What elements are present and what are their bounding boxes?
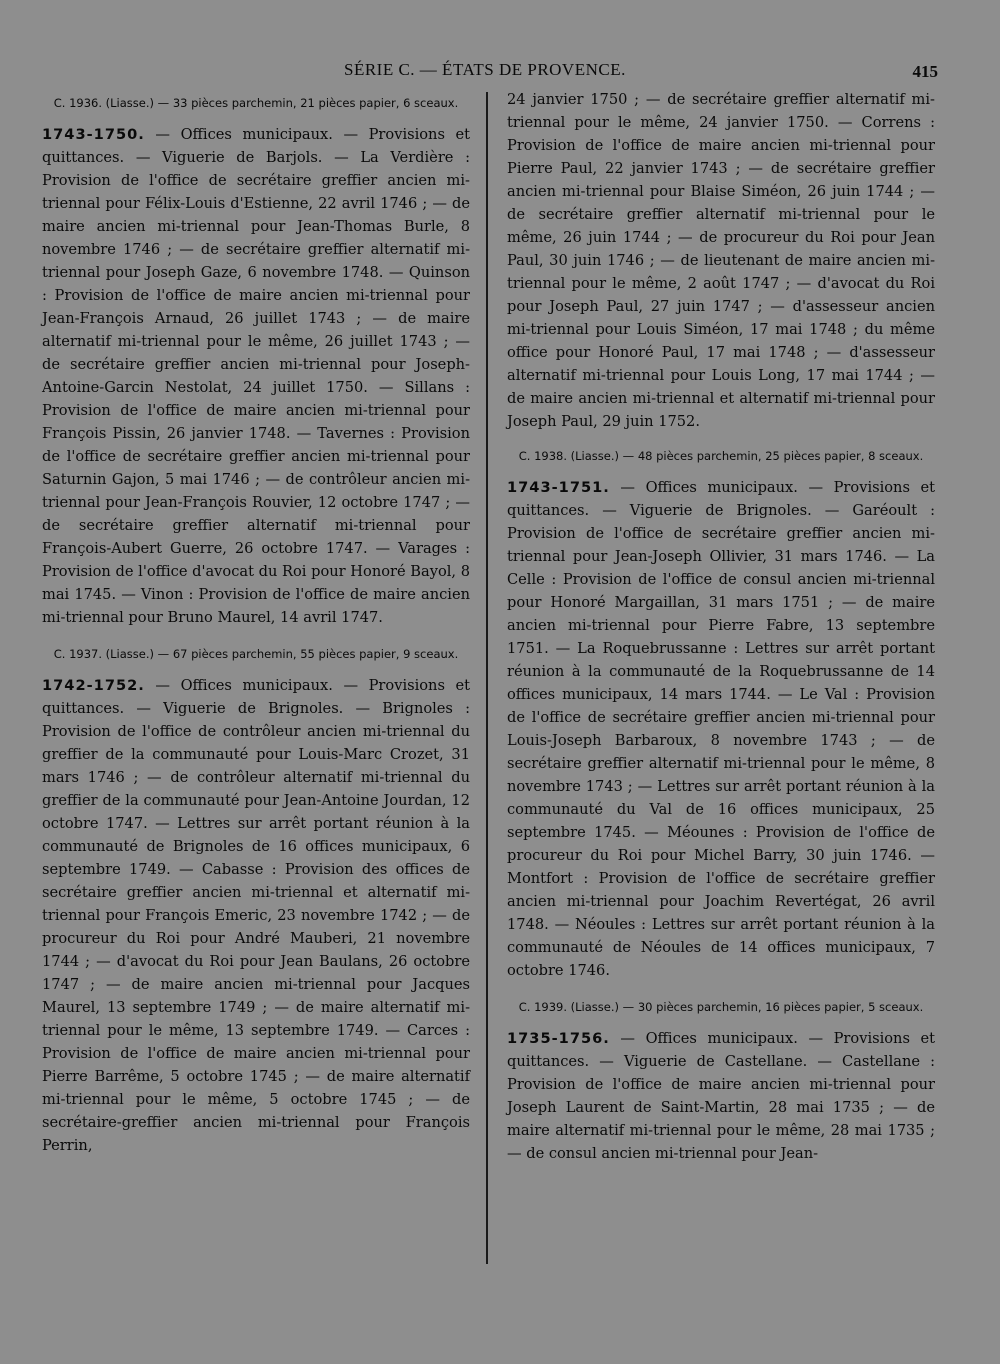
entry-text: — Offices municipaux. — Provisions et quittances. — Viguerie de Barjols. — La Verdière : Provision de l'office de secrétaire greffier ancien mi-triennal pour Félix-Louis d'Estienne, 22 avril 1746 ; — de maire ancien mi-triennal pour Jean-Thomas Burle, 8 novembre 1746 ; — de secrétaire greffier alternatif mi-triennal pour Joseph Gaze, 6 novembre 1748. — Quinson : Provision de l'office de maire ancien mi-triennal pour Jean-François Arnaud, 26 juillet 1743 ; — de maire alternatif mi-triennal pour le même, 26 juillet 1743 ; — de secrétaire greffier ancien mi-triennal pour Joseph-Antoine-Garcin Nestolat, 24 juillet 1750. — Sillans : Provision de l'office de maire ancien mi-triennal pour François Pissin, 26 janvier 1748. — Tavernes : Provision de l'office de secrétaire greffier ancien mi-triennal pour Saturnin Gajon, 5 mai 1746 ; — de contrôleur ancien mi-triennal pour Jean-François Rouvier, 12 octobre 1747 ; — de secrétaire greffier alternatif mi-triennal pour François-Aubert Guerre, 26 octobre 1747. — Varages : Provision de l'office d'avocat du Roi pour Honoré Bayol, 8 mai 1745. — Vinon : Provision de l'office de maire ancien mi-triennal pour Bruno Maurel, 14 avril 1747. [42, 126, 471, 626]
entry-heading: C. 1938. (Liasse.) — 48 pièces parchemin, 25 pièces papier, 8 sceaux. [518, 449, 924, 463]
entry-text: — Offices municipaux. — Provisions et quittances. — Viguerie de Brignoles. — Brignoles : Provision de l'office de contrôleur ancien mi-triennal du greffier de la communauté pour Louis-Marc Crozet, 31 mars 1746 ; — de contrôleur alternatif mi-triennal du greffier de la communauté pour Jean-Antoine Jourdan, 12 octobre 1747. — Lettres sur arrêt portant réunion à la communauté de Brignoles de 16 offices municipaux, 6 septembre 1749. — Cabasse : Provision des offices de secrétaire greffier ancien mi-triennal et alternatif mi-triennal pour François Emeric, 23 novembre 1742 ; — de procureur du Roi pour André Mauberi, 21 novembre 1744 ; — d'avocat du Roi pour Jean Baulans, 26 octobre 1747 ; — de maire ancien mi-triennal pour Jacques Maurel, 13 septembre 1749 ; — de maire alternatif mi-triennal pour le même, 13 septembre 1749. — Carces : Provision de l'office de maire ancien mi-triennal pour Pierre Barrême, 5 octobre 1745 ; — de maire alternatif mi-triennal pour le même, 5 octobre 1745 ; — de secrétaire-greffier ancien mi-triennal pour François Perrin, [42, 677, 471, 1154]
entry-body [42, 674, 470, 1157]
entry-heading: C. 1936. (Liasse.) — 33 pièces parchemin, 21 pièces papier, 6 sceaux. [53, 96, 459, 110]
column-divider [486, 92, 488, 1264]
entry-dates: 1742-1752. [42, 677, 145, 694]
continued-text: 24 janvier 1750 ; — de secrétaire greffier alternatif mi-triennal pour le même, 24 janvier 1750. — Correns : Provision de l'office de maire ancien mi-triennal pour Pierre Paul, 22 janvier 1743 ; — de secrétaire greffier ancien mi-triennal pour Blaise Siméon, 26 juin 1744 ; — de secrétaire greffier alternatif mi-triennal pour le même, 26 juin 1744 ; — de procureur du Roi pour Jean Paul, 30 juin 1746 ; — de lieutenant de maire ancien mi-triennal pour le même, 2 août 1747 ; — d'avocat du Roi pour Joseph Paul, 27 juin 1747 ; — d'assesseur ancien mi-triennal pour Louis Siméon, 17 mai 1748 ; du même office pour Honoré Paul, 17 mai 1748 ; — d'assesseur alternatif mi-triennal pour Louis Long, 17 mai 1744 ; — de maire ancien mi-triennal et alternatif mi-triennal pour Joseph Paul, 29 juin 1752. [507, 91, 935, 430]
entry-dates: 1743-1750. [42, 126, 145, 143]
entry-text: — Offices municipaux. — Provisions et quittances. — Viguerie de Castellane. — Castellane : Provision de l'office de maire ancien mi-triennal pour Joseph Laurent de Saint-Martin, 28 mai 1735 ; — de maire alternatif mi-triennal pour le même, 28 mai 1735 ; — de consul ancien mi-triennal pour Jean- [507, 1030, 936, 1162]
entry-dates: 1735-1756. [507, 1030, 610, 1047]
entry-heading: C. 1939. (Liasse.) — 30 pièces parchemin, 16 pièces papier, 5 sceaux. [518, 1000, 924, 1014]
running-header [0, 60, 1000, 84]
left-column [42, 88, 470, 1173]
entry-body [507, 1027, 935, 1165]
entry-heading: C. 1937. (Liasse.) — 67 pièces parchemin, 55 pièces papier, 9 sceaux. [53, 647, 459, 661]
entry-text: — Offices municipaux. — Provisions et quittances. — Viguerie de Brignoles. — Garéoult : Provision de l'office de secrétaire greffier ancien mi-triennal pour Jean-Joseph Ollivier, 31 mars 1746. — La Celle : Provision de l'office de consul ancien mi-triennal pour Honoré Margaillan, 31 mars 1751 ; — de maire ancien mi-triennal pour Pierre Fabre, 13 septembre 1751. — La Roquebrussanne : Lettres sur arrêt portant réunion à la communauté de la Roquebrussanne de 14 offices municipaux, 14 mars 1744. — Le Val : Provision de l'office de secrétaire greffier ancien mi-triennal pour Louis-Joseph Barbaroux, 8 novembre 1743 ; — de secrétaire greffier alternatif mi-triennal pour le même, 8 novembre 1743 ; — Lettres sur arrêt portant réunion à la communauté du Val de 16 offices municipaux, 25 septembre 1745. — Méounes : Provision de l'office de procureur du Roi pour Michel Barry, 30 juin 1746. — Montfort : Provision de l'office de secrétaire greffier ancien mi-triennal pour Joachim Revertégat, 26 avril 1748. — Néoules : Lettres sur arrêt portant réunion à la communauté de Néoules de 14 offices municipaux, 7 octobre 1746. [507, 479, 936, 979]
right-column [507, 88, 935, 1181]
entry-body [42, 123, 470, 629]
page-header-title: SÉRIE C. — ÉTATS DE PROVENCE. [344, 60, 626, 79]
entry-dates: 1743-1751. [507, 479, 610, 496]
entry-body [507, 476, 935, 982]
page-number: 415 [912, 62, 938, 81]
